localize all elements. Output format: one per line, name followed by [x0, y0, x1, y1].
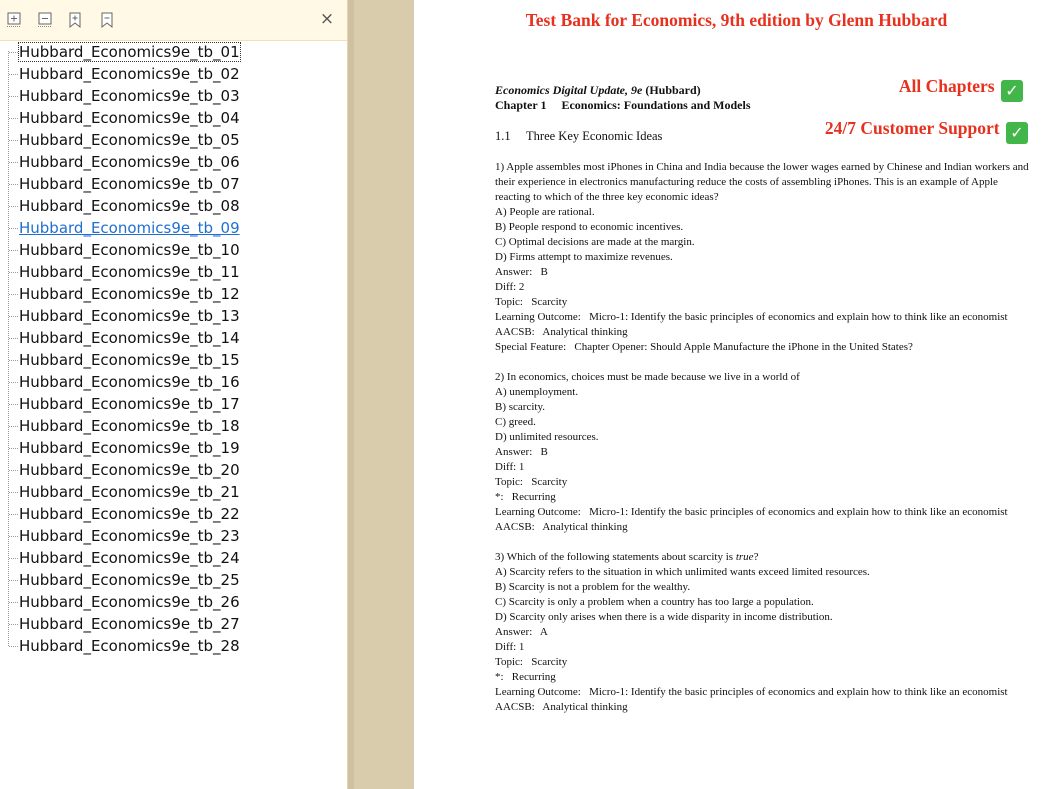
answer-option: A) People are rational.	[495, 206, 595, 218]
question-recurring: *: Recurring	[495, 491, 556, 503]
question-list	[495, 160, 1035, 730]
bookmark-item-label: Hubbard_Economics9e_tb_21	[19, 483, 240, 501]
bookmark-item-label: Hubbard_Economics9e_tb_06	[19, 153, 240, 171]
promo-support	[825, 118, 1028, 144]
viewer-background	[354, 0, 414, 789]
bookmark-item-label: Hubbard_Economics9e_tb_15	[19, 351, 240, 369]
answer-option: D) Firms attempt to maximize revenues.	[495, 251, 673, 263]
answer-option: B) scarcity.	[495, 401, 545, 413]
bookmark-item-label: Hubbard_Economics9e_tb_03	[19, 87, 240, 105]
bookmark-item[interactable]	[0, 613, 348, 635]
bookmark-item-label: Hubbard_Economics9e_tb_07	[19, 175, 240, 193]
bookmark-item[interactable]	[0, 41, 348, 63]
document-header	[495, 83, 750, 113]
bookmark-item-label: Hubbard_Economics9e_tb_25	[19, 571, 240, 589]
question-special: Special Feature: Chapter Opener: Should Apple Manufacture the iPhone in the United States?	[495, 341, 913, 353]
bookmark-item-label: Hubbard_Economics9e_tb_17	[19, 395, 240, 413]
chapter-number: Chapter 1	[495, 98, 547, 112]
bookmark-item-label: Hubbard_Economics9e_tb_28	[19, 637, 240, 655]
bookmark-item[interactable]	[0, 261, 348, 283]
bookmark-item-label: Hubbard_Economics9e_tb_22	[19, 505, 240, 523]
bookmark-item[interactable]	[0, 283, 348, 305]
bookmark-item[interactable]	[0, 239, 348, 261]
bookmark-item[interactable]	[0, 173, 348, 195]
bookmark-item[interactable]	[0, 195, 348, 217]
document-page	[414, 0, 1059, 789]
bookmark-item[interactable]	[0, 371, 348, 393]
bookmark-item[interactable]	[0, 85, 348, 107]
section-heading: 1.1 Three Key Economic Ideas	[495, 129, 663, 143]
bookmark-item-label: Hubbard_Economics9e_tb_08	[19, 197, 240, 215]
answer-option: D) Scarcity only arises when there is a wide disparity in income distribution.	[495, 611, 833, 623]
bookmark-item-label: Hubbard_Economics9e_tb_20	[19, 461, 240, 479]
answer-option: A) unemployment.	[495, 386, 579, 398]
bookmark-item-label: Hubbard_Economics9e_tb_27	[19, 615, 240, 633]
answer-option: C) Scarcity is only a problem when a country has too large a population.	[495, 596, 814, 608]
book-title: Economics Digital Update, 9e	[495, 83, 643, 97]
question-block	[495, 160, 1035, 355]
question-aacsb: AACSB: Analytical thinking	[495, 326, 628, 338]
promo-support-label: 24/7 Customer Support	[824, 118, 1000, 138]
question-answer: Answer: B	[495, 446, 548, 458]
bookmark-item[interactable]	[0, 151, 348, 173]
bookmark-item-label: Hubbard_Economics9e_tb_14	[19, 329, 240, 347]
question-outcome: Learning Outcome: Micro-1: Identify the basic principles of economics and explain how to think like an economist	[495, 506, 1008, 518]
question-stem: 2) In economics, choices must be made because we live in a world of	[495, 371, 800, 383]
question-diff: Diff: 1	[495, 461, 525, 473]
bookmark-item-label: Hubbard_Economics9e_tb_24	[19, 549, 240, 567]
answer-option: C) Optimal decisions are made at the margin.	[495, 236, 695, 248]
question-answer: Answer: B	[495, 266, 548, 278]
question-stem-text: 3) Which of the following statements about scarcity is	[495, 551, 736, 563]
sidebar-toolbar	[0, 0, 347, 41]
question-aacsb: AACSB: Analytical thinking	[495, 521, 628, 533]
question-topic: Topic: Scarcity	[495, 476, 568, 488]
bookmark-item[interactable]	[0, 591, 348, 613]
add-bookmark-icon[interactable]	[66, 11, 84, 29]
bookmark-item-label: Hubbard_Economics9e_tb_19	[19, 439, 240, 457]
check-mark-icon: ✓	[1001, 80, 1023, 102]
bookmark-item-label: Hubbard_Economics9e_tb_11	[19, 263, 240, 281]
bookmark-item[interactable]	[0, 459, 348, 481]
question-aacsb: AACSB: Analytical thinking	[495, 701, 628, 713]
bookmark-item[interactable]	[0, 569, 348, 591]
close-sidebar-button[interactable]: ×	[319, 9, 335, 29]
document-title: Test Bank for Economics, 9th edition by Glenn Hubbard	[525, 10, 948, 30]
bookmark-item[interactable]	[0, 481, 348, 503]
bookmark-item-label: Hubbard_Economics9e_tb_16	[19, 373, 240, 391]
bookmark-item-label: Hubbard_Economics9e_tb_12	[19, 285, 240, 303]
question-block	[495, 550, 1035, 715]
bookmark-item[interactable]	[0, 415, 348, 437]
collapse-all-icon[interactable]	[36, 11, 54, 29]
chapter-title: Economics: Foundations and Models	[561, 98, 751, 112]
question-diff: Diff: 1	[495, 641, 525, 653]
answer-option: B) People respond to economic incentives.	[495, 221, 684, 233]
answer-option: A) Scarcity refers to the situation in which unlimited wants exceed limited resources.	[495, 566, 870, 578]
question-stem-emphasis: true	[735, 551, 754, 563]
question-answer: Answer: A	[495, 626, 548, 638]
bookmark-item[interactable]	[0, 437, 348, 459]
question-topic: Topic: Scarcity	[495, 656, 568, 668]
bookmark-item[interactable]	[0, 217, 348, 239]
bookmark-item[interactable]	[0, 503, 348, 525]
check-mark-icon: ✓	[1006, 122, 1028, 144]
promo-all-chapters	[899, 76, 1023, 102]
question-outcome: Learning Outcome: Micro-1: Identify the basic principles of economics and explain how to think like an economist	[495, 311, 1008, 323]
question-diff: Diff: 2	[495, 281, 525, 293]
bookmark-icon[interactable]	[98, 11, 116, 29]
question-topic: Topic: Scarcity	[495, 296, 568, 308]
bookmark-item-label: Hubbard_Economics9e_tb_09	[19, 219, 240, 237]
bookmark-item[interactable]	[0, 547, 348, 569]
question-stem	[495, 550, 1035, 565]
bookmark-item-label: Hubbard_Economics9e_tb_05	[19, 131, 240, 149]
bookmark-item-label: Hubbard_Economics9e_tb_04	[19, 109, 240, 127]
book-author: (Hubbard)	[642, 83, 701, 97]
bookmark-item[interactable]	[0, 393, 348, 415]
bookmark-item-label: Hubbard_Economics9e_tb_18	[19, 417, 240, 435]
question-block	[495, 370, 1035, 535]
bookmark-item[interactable]	[0, 63, 348, 85]
bookmark-item[interactable]	[0, 107, 348, 129]
bookmark-item-label: Hubbard_Economics9e_tb_02	[19, 65, 240, 83]
bookmarks-sidebar	[0, 0, 348, 789]
bookmark-item[interactable]	[0, 129, 348, 151]
bookmark-item-label: Hubbard_Economics9e_tb_13	[19, 307, 240, 325]
bookmark-item-label: Hubbard_Economics9e_tb_01	[19, 43, 240, 61]
bookmark-item-label: Hubbard_Economics9e_tb_23	[19, 527, 240, 545]
answer-option: D) unlimited resources.	[495, 431, 599, 443]
bookmark-tree	[0, 41, 348, 657]
bookmark-item-label: Hubbard_Economics9e_tb_10	[19, 241, 240, 259]
question-recurring: *: Recurring	[495, 671, 556, 683]
bookmark-item-label: Hubbard_Economics9e_tb_26	[19, 593, 240, 611]
question-stem-text: ?	[753, 551, 759, 563]
bookmark-item[interactable]	[0, 349, 348, 371]
answer-option: B) Scarcity is not a problem for the wealthy.	[495, 581, 691, 593]
bookmark-item[interactable]	[0, 635, 348, 657]
expand-all-icon[interactable]	[5, 11, 23, 29]
answer-option: C) greed.	[495, 416, 536, 428]
bookmark-item[interactable]	[0, 327, 348, 349]
promo-all-chapters-label: All Chapters	[898, 76, 995, 96]
question-stem: 1) Apple assembles most iPhones in China and India because the lower wages earned by Chinese and Indian workers and their experience in electronics manufacturing reduce the costs of assembling iPhones. This is an example of Apple reacting to which of the three key economic ideas?	[495, 161, 1029, 203]
bookmark-item[interactable]	[0, 305, 348, 327]
question-outcome: Learning Outcome: Micro-1: Identify the basic principles of economics and explain how to think like an economist	[495, 686, 1008, 698]
bookmark-item[interactable]	[0, 525, 348, 547]
